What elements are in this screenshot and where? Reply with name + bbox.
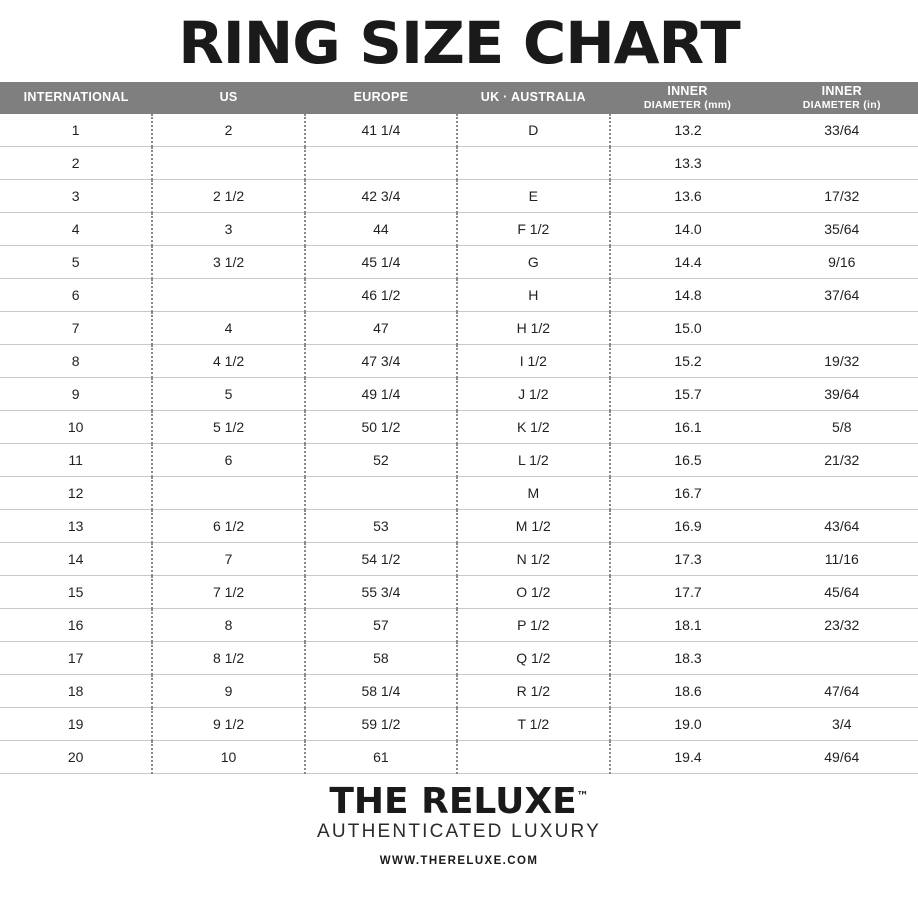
cell-inner-diameter-mm: 14.4 [610,246,766,279]
cell-uk-australia: H [457,279,609,312]
footer [0,781,918,867]
column-header-international [0,82,152,114]
cell-international: 20 [0,741,152,774]
cell-inner-diameter-in: 43/64 [766,510,918,543]
table-row [0,114,918,147]
cell-uk-australia: E [457,180,609,213]
cell-inner-diameter-mm: 19.0 [610,708,766,741]
cell-international: 18 [0,675,152,708]
cell-inner-diameter-mm: 16.5 [610,444,766,477]
table-row [0,675,918,708]
cell-international: 8 [0,345,152,378]
cell-international: 12 [0,477,152,510]
page-title: RING SIZE CHART [178,9,740,77]
cell-europe: 47 [305,312,457,345]
cell-us: 6 [152,444,304,477]
cell-europe: 61 [305,741,457,774]
cell-inner-diameter-mm: 13.6 [610,180,766,213]
cell-inner-diameter-mm: 18.3 [610,642,766,675]
column-header-label: INNER [667,83,708,98]
cell-international: 3 [0,180,152,213]
cell-inner-diameter-in: 9/16 [766,246,918,279]
cell-inner-diameter-mm: 15.2 [610,345,766,378]
cell-uk-australia: J 1/2 [457,378,609,411]
cell-uk-australia: H 1/2 [457,312,609,345]
cell-inner-diameter-in: 37/64 [766,279,918,312]
cell-international: 15 [0,576,152,609]
cell-us: 5 [152,378,304,411]
cell-inner-diameter-in: 47/64 [766,675,918,708]
cell-inner-diameter-mm: 15.0 [610,312,766,345]
cell-europe: 53 [305,510,457,543]
table-row [0,708,918,741]
trademark-symbol: ™ [576,789,589,803]
cell-inner-diameter-mm: 18.1 [610,609,766,642]
table-row [0,213,918,246]
table-header [0,82,918,114]
cell-inner-diameter-in [766,147,918,180]
brand-tagline: AUTHENTICATED LUXURY [317,821,601,842]
cell-uk-australia: I 1/2 [457,345,609,378]
table-row [0,378,918,411]
cell-uk-australia: M 1/2 [457,510,609,543]
cell-europe: 58 [305,642,457,675]
cell-europe: 59 1/2 [305,708,457,741]
cell-inner-diameter-in: 17/32 [766,180,918,213]
cell-inner-diameter-mm: 18.6 [610,675,766,708]
cell-inner-diameter-mm: 13.2 [610,114,766,147]
cell-international: 7 [0,312,152,345]
cell-inner-diameter-in: 5/8 [766,411,918,444]
table-row [0,543,918,576]
cell-inner-diameter-in: 19/32 [766,345,918,378]
table-row [0,180,918,213]
column-header-europe [305,82,457,114]
cell-international: 13 [0,510,152,543]
cell-inner-diameter-mm: 17.3 [610,543,766,576]
cell-international: 17 [0,642,152,675]
cell-uk-australia: G [457,246,609,279]
brand-name [329,781,589,822]
cell-uk-australia: F 1/2 [457,213,609,246]
cell-international: 6 [0,279,152,312]
column-header-label: INNER [821,83,862,98]
cell-us: 5 1/2 [152,411,304,444]
cell-europe: 52 [305,444,457,477]
table-header-row [0,82,918,114]
cell-international: 16 [0,609,152,642]
cell-europe: 45 1/4 [305,246,457,279]
cell-europe [305,147,457,180]
cell-inner-diameter-in: 11/16 [766,543,918,576]
table-row [0,345,918,378]
table-row [0,576,918,609]
cell-inner-diameter-in: 49/64 [766,741,918,774]
cell-uk-australia [457,147,609,180]
cell-europe: 57 [305,609,457,642]
cell-international: 10 [0,411,152,444]
cell-us: 6 1/2 [152,510,304,543]
column-header-sublabel: DIAMETER (in) [802,99,881,111]
cell-inner-diameter-in: 35/64 [766,213,918,246]
cell-inner-diameter-in: 21/32 [766,444,918,477]
cell-international: 9 [0,378,152,411]
table-row [0,147,918,180]
brand-text: THE RELUXE [329,781,577,822]
table-row [0,477,918,510]
cell-uk-australia: T 1/2 [457,708,609,741]
column-header-sublabel: DIAMETER (mm) [643,99,732,111]
cell-inner-diameter-in: 45/64 [766,576,918,609]
cell-us [152,279,304,312]
cell-inner-diameter-mm: 13.3 [610,147,766,180]
cell-us: 10 [152,741,304,774]
cell-uk-australia: N 1/2 [457,543,609,576]
cell-europe: 54 1/2 [305,543,457,576]
cell-us [152,477,304,510]
table-row [0,444,918,477]
table-row [0,741,918,774]
cell-us: 8 [152,609,304,642]
cell-europe: 50 1/2 [305,411,457,444]
cell-europe: 47 3/4 [305,345,457,378]
cell-europe: 49 1/4 [305,378,457,411]
cell-us [152,147,304,180]
cell-europe: 46 1/2 [305,279,457,312]
table-row [0,411,918,444]
table-body [0,114,918,774]
cell-uk-australia: O 1/2 [457,576,609,609]
table-row [0,642,918,675]
cell-inner-diameter-in: 39/64 [766,378,918,411]
cell-uk-australia: R 1/2 [457,675,609,708]
cell-inner-diameter-mm: 15.7 [610,378,766,411]
table-row [0,312,918,345]
cell-international: 5 [0,246,152,279]
cell-inner-diameter-mm: 14.8 [610,279,766,312]
cell-uk-australia: P 1/2 [457,609,609,642]
cell-europe: 44 [305,213,457,246]
cell-inner-diameter-in [766,312,918,345]
cell-europe: 42 3/4 [305,180,457,213]
cell-inner-diameter-in [766,642,918,675]
cell-us: 2 1/2 [152,180,304,213]
table-row [0,609,918,642]
cell-inner-diameter-in [766,477,918,510]
cell-us: 2 [152,114,304,147]
cell-europe [305,477,457,510]
column-header-us [152,82,304,114]
cell-us: 7 1/2 [152,576,304,609]
table-row [0,510,918,543]
cell-inner-diameter-mm: 19.4 [610,741,766,774]
cell-us: 8 1/2 [152,642,304,675]
cell-uk-australia: Q 1/2 [457,642,609,675]
cell-uk-australia: K 1/2 [457,411,609,444]
cell-us: 7 [152,543,304,576]
cell-inner-diameter-mm: 14.0 [610,213,766,246]
cell-international: 1 [0,114,152,147]
cell-uk-australia [457,741,609,774]
cell-international: 14 [0,543,152,576]
cell-europe: 41 1/4 [305,114,457,147]
cell-us: 4 [152,312,304,345]
column-header-uk-australia [457,82,609,114]
cell-inner-diameter-in: 23/32 [766,609,918,642]
cell-europe: 55 3/4 [305,576,457,609]
cell-international: 2 [0,147,152,180]
cell-us: 4 1/2 [152,345,304,378]
cell-us: 3 1/2 [152,246,304,279]
cell-inner-diameter-mm: 16.1 [610,411,766,444]
cell-inner-diameter-in: 33/64 [766,114,918,147]
table-row [0,279,918,312]
table-row [0,246,918,279]
cell-international: 11 [0,444,152,477]
cell-international: 19 [0,708,152,741]
cell-uk-australia: D [457,114,609,147]
cell-inner-diameter-in: 3/4 [766,708,918,741]
cell-inner-diameter-mm: 17.7 [610,576,766,609]
brand-url: WWW.THERELUXE.COM [379,855,539,867]
column-header-inner-diameter-mm [610,82,766,114]
column-header-label: INTERNATIONAL [23,90,129,105]
cell-europe: 58 1/4 [305,675,457,708]
cell-us: 3 [152,213,304,246]
cell-us: 9 [152,675,304,708]
column-header-inner-diameter-in [766,82,918,114]
ring-size-table [0,82,918,774]
cell-uk-australia: M [457,477,609,510]
column-header-label: EUROPE [353,90,409,105]
column-header-label: UK · AUSTRALIA [480,90,586,105]
cell-us: 9 1/2 [152,708,304,741]
cell-inner-diameter-mm: 16.7 [610,477,766,510]
column-header-label: US [219,90,238,105]
cell-uk-australia: L 1/2 [457,444,609,477]
cell-inner-diameter-mm: 16.9 [610,510,766,543]
cell-international: 4 [0,213,152,246]
